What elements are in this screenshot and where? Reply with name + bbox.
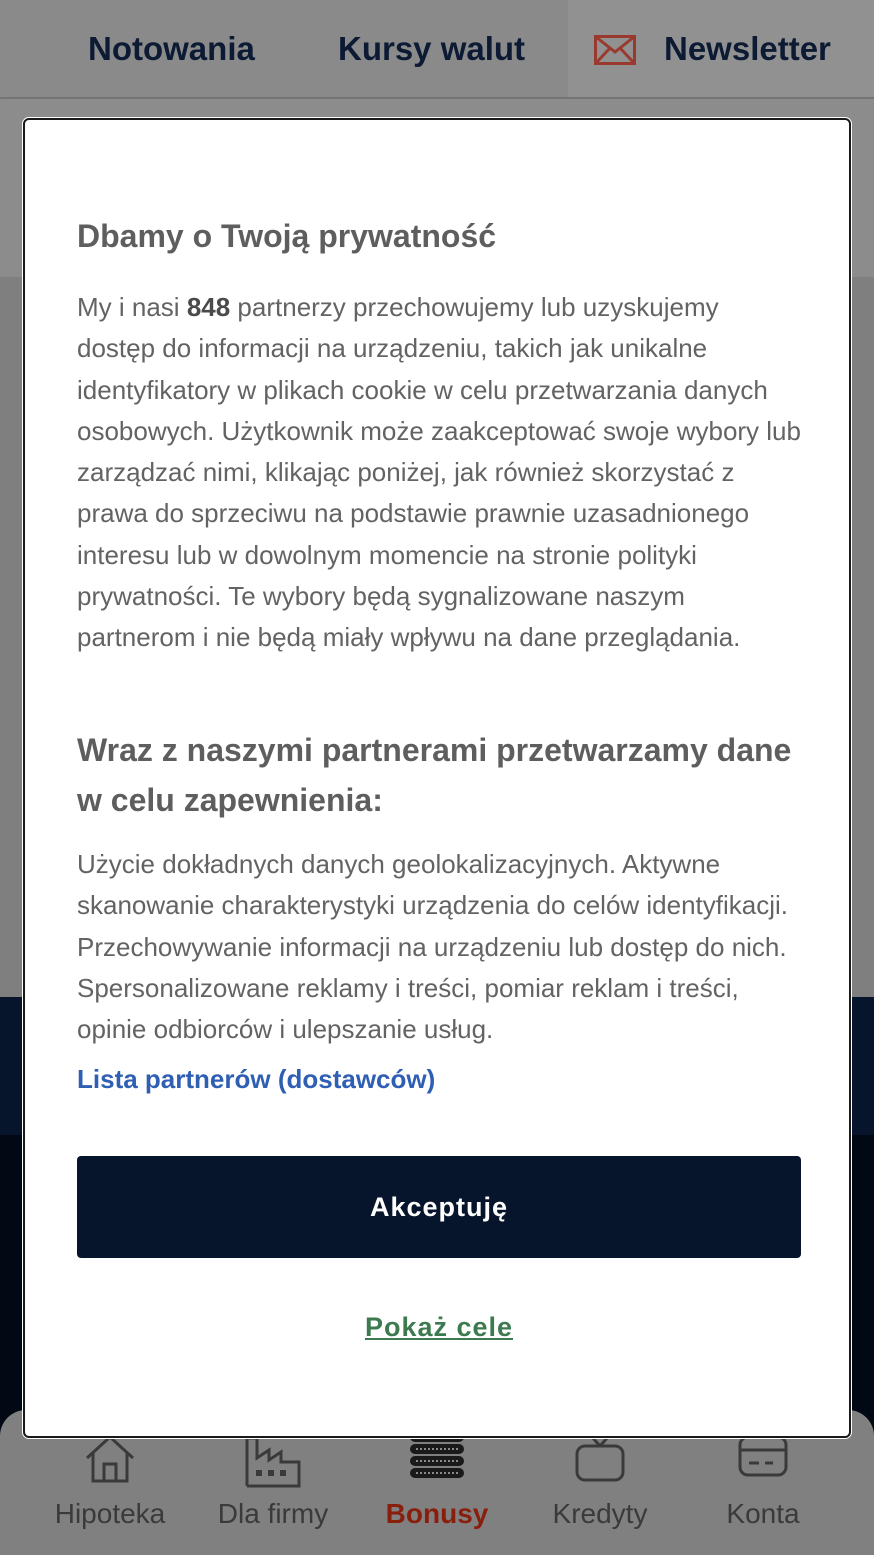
intro-suffix: partnerzy przechowujemy lub uzyskujemy dostęp do informacji na urządzeniu, takich jak unikalne identyfikatory w plikach cookie w celu przetwarzania danych osobowych. Użytkownik może zaakceptować swoje wybory lub zarządzać nimi, klikając poniżej, jak również skorzystać z prawa do sprzeciwu na podstawie prawnie uzasadnionego interesu lub w dowolnym momencie na stronie polityki prywatności. Te wybory będą sygnalizowane naszym partnerom i nie będą miały wpływu na dane przeglądania. [77, 292, 801, 653]
newsletter-label: Newsletter [664, 30, 831, 67]
newsletter-button[interactable] [568, 0, 874, 97]
partner-count: 848 [186, 292, 231, 322]
tab-label: Bonusy [385, 1498, 489, 1529]
privacy-consent-dialog [23, 118, 851, 1438]
card-icon [737, 1434, 789, 1478]
dialog-title: Dbamy o Twoją prywatność [77, 218, 497, 254]
house-icon [84, 1434, 136, 1484]
vendors-list-link[interactable]: Lista partnerów (dostawców) [77, 1064, 436, 1094]
show-purposes-link[interactable]: Pokaż cele [364, 1312, 514, 1342]
accept-button[interactable]: Akceptuję [77, 1156, 801, 1258]
nav-notowania[interactable]: Notowania [88, 30, 255, 67]
tab-label: Konta [726, 1498, 800, 1529]
envelope-icon [594, 35, 636, 65]
dialog-intro-text [77, 287, 801, 659]
dialog-subtitle: Wraz z naszymi partnerami przetwarzamy dane w celu zapewnienia: [77, 732, 792, 818]
tab-label: Dla firmy [217, 1498, 329, 1529]
top-navigation [0, 0, 874, 99]
tv-icon [574, 1434, 626, 1484]
intro-prefix: My i nasi [77, 292, 187, 322]
tab-label: Hipoteka [54, 1498, 166, 1529]
nav-kursy-walut[interactable]: Kursy walut [338, 30, 526, 67]
factory-icon [244, 1434, 302, 1488]
tab-label: Kredyty [552, 1498, 648, 1529]
dialog-purposes-text: Użycie dokładnych danych geolokalizacyjnych. Aktywne skanowanie charakterystyki urządzenia do celów identyfikacji. Przechowywanie informacji na urządzeniu lub dostęp do nich. Spersonalizowane reklamy i treści, pomiar reklam i treści, opinie odbiorców i ulepszanie usług. [77, 849, 789, 1045]
